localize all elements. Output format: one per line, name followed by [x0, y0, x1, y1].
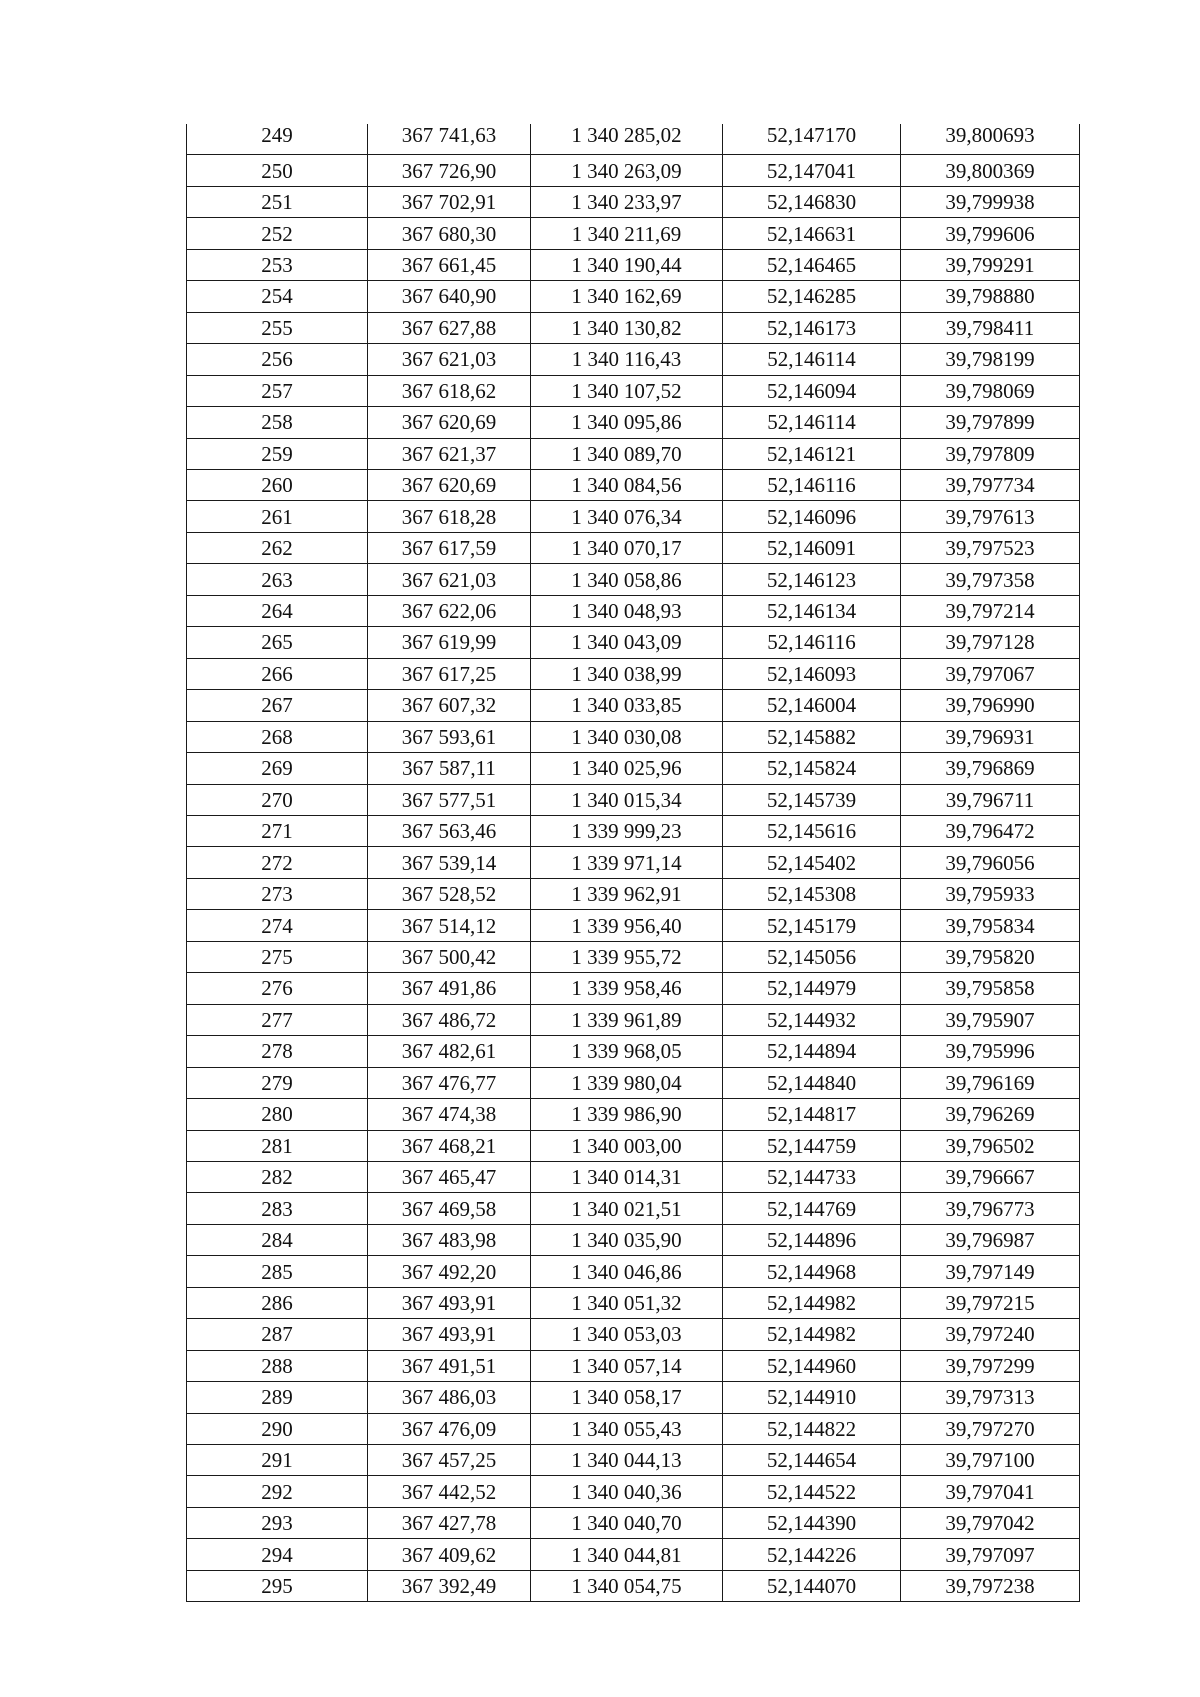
y-coordinate-cell: 1 340 095,86 — [531, 407, 723, 438]
longitude-cell: 39,796773 — [901, 1193, 1080, 1224]
latitude-cell: 52,144733 — [723, 1161, 901, 1192]
longitude-cell: 39,797149 — [901, 1256, 1080, 1287]
point-number-cell: 257 — [187, 375, 368, 406]
x-coordinate-cell: 367 621,37 — [368, 438, 531, 469]
table-row — [187, 1036, 1080, 1067]
y-coordinate-cell: 1 339 956,40 — [531, 910, 723, 941]
point-number-cell: 292 — [187, 1476, 368, 1507]
point-number-cell: 256 — [187, 344, 368, 375]
x-coordinate-cell: 367 486,03 — [368, 1382, 531, 1413]
y-coordinate-cell: 1 340 044,81 — [531, 1539, 723, 1570]
point-number-cell: 294 — [187, 1539, 368, 1570]
latitude-cell: 52,145056 — [723, 941, 901, 972]
x-coordinate-cell: 367 622,06 — [368, 595, 531, 626]
x-coordinate-cell: 367 482,61 — [368, 1036, 531, 1067]
x-coordinate-cell: 367 528,52 — [368, 878, 531, 909]
x-coordinate-cell: 367 702,91 — [368, 186, 531, 217]
latitude-cell: 52,146123 — [723, 564, 901, 595]
point-number-cell: 284 — [187, 1224, 368, 1255]
x-coordinate-cell: 367 587,11 — [368, 753, 531, 784]
point-number-cell: 269 — [187, 753, 368, 784]
latitude-cell: 52,146093 — [723, 658, 901, 689]
y-coordinate-cell: 1 340 107,52 — [531, 375, 723, 406]
table-row — [187, 1319, 1080, 1350]
table-row — [187, 375, 1080, 406]
point-number-cell: 295 — [187, 1570, 368, 1601]
y-coordinate-cell: 1 340 190,44 — [531, 249, 723, 280]
latitude-cell: 52,145824 — [723, 753, 901, 784]
y-coordinate-cell: 1 340 030,08 — [531, 721, 723, 752]
x-coordinate-cell: 367 474,38 — [368, 1099, 531, 1130]
y-coordinate-cell: 1 340 076,34 — [531, 501, 723, 532]
table-row — [187, 1224, 1080, 1255]
point-number-cell: 267 — [187, 690, 368, 721]
y-coordinate-cell: 1 339 958,46 — [531, 973, 723, 1004]
x-coordinate-cell: 367 493,91 — [368, 1319, 531, 1350]
point-number-cell: 290 — [187, 1413, 368, 1444]
longitude-cell: 39,796269 — [901, 1099, 1080, 1130]
x-coordinate-cell: 367 726,90 — [368, 155, 531, 186]
point-number-cell: 258 — [187, 407, 368, 438]
longitude-cell: 39,796869 — [901, 753, 1080, 784]
latitude-cell: 52,146116 — [723, 469, 901, 500]
point-number-cell: 273 — [187, 878, 368, 909]
longitude-cell: 39,797215 — [901, 1287, 1080, 1318]
longitude-cell: 39,798411 — [901, 312, 1080, 343]
point-number-cell: 275 — [187, 941, 368, 972]
x-coordinate-cell: 367 392,49 — [368, 1570, 531, 1601]
latitude-cell: 52,144982 — [723, 1287, 901, 1318]
latitude-cell: 52,144932 — [723, 1004, 901, 1035]
x-coordinate-cell: 367 680,30 — [368, 218, 531, 249]
latitude-cell: 52,147041 — [723, 155, 901, 186]
longitude-cell: 39,797238 — [901, 1570, 1080, 1601]
y-coordinate-cell: 1 340 057,14 — [531, 1350, 723, 1381]
point-number-cell: 250 — [187, 155, 368, 186]
x-coordinate-cell: 367 593,61 — [368, 721, 531, 752]
y-coordinate-cell: 1 340 211,69 — [531, 218, 723, 249]
table-row — [187, 407, 1080, 438]
table-row — [187, 1287, 1080, 1318]
coordinates-table — [186, 124, 1080, 1602]
y-coordinate-cell: 1 340 044,13 — [531, 1445, 723, 1476]
y-coordinate-cell: 1 340 025,96 — [531, 753, 723, 784]
x-coordinate-cell: 367 563,46 — [368, 815, 531, 846]
latitude-cell: 52,145179 — [723, 910, 901, 941]
table-row — [187, 1161, 1080, 1192]
y-coordinate-cell: 1 339 961,89 — [531, 1004, 723, 1035]
longitude-cell: 39,797128 — [901, 627, 1080, 658]
y-coordinate-cell: 1 339 999,23 — [531, 815, 723, 846]
y-coordinate-cell: 1 340 015,34 — [531, 784, 723, 815]
table-row — [187, 1193, 1080, 1224]
longitude-cell: 39,796472 — [901, 815, 1080, 846]
latitude-cell: 52,146134 — [723, 595, 901, 626]
y-coordinate-cell: 1 340 058,86 — [531, 564, 723, 595]
longitude-cell: 39,799291 — [901, 249, 1080, 280]
y-coordinate-cell: 1 339 962,91 — [531, 878, 723, 909]
point-number-cell: 264 — [187, 595, 368, 626]
point-number-cell: 285 — [187, 1256, 368, 1287]
point-number-cell: 280 — [187, 1099, 368, 1130]
latitude-cell: 52,146830 — [723, 186, 901, 217]
latitude-cell: 52,146173 — [723, 312, 901, 343]
latitude-cell: 52,144759 — [723, 1130, 901, 1161]
longitude-cell: 39,798199 — [901, 344, 1080, 375]
point-number-cell: 291 — [187, 1445, 368, 1476]
y-coordinate-cell: 1 340 053,03 — [531, 1319, 723, 1350]
table-row — [187, 1445, 1080, 1476]
longitude-cell: 39,800693 — [901, 124, 1080, 155]
point-number-cell: 260 — [187, 469, 368, 500]
longitude-cell: 39,797100 — [901, 1445, 1080, 1476]
table-row — [187, 658, 1080, 689]
table-row — [187, 124, 1080, 155]
longitude-cell: 39,797041 — [901, 1476, 1080, 1507]
table-row — [187, 532, 1080, 563]
y-coordinate-cell: 1 340 035,90 — [531, 1224, 723, 1255]
table-row — [187, 281, 1080, 312]
latitude-cell: 52,146004 — [723, 690, 901, 721]
point-number-cell: 262 — [187, 532, 368, 563]
x-coordinate-cell: 367 539,14 — [368, 847, 531, 878]
point-number-cell: 266 — [187, 658, 368, 689]
latitude-cell: 52,144910 — [723, 1382, 901, 1413]
table-row — [187, 1539, 1080, 1570]
table-row — [187, 1004, 1080, 1035]
x-coordinate-cell: 367 619,99 — [368, 627, 531, 658]
x-coordinate-cell: 367 468,21 — [368, 1130, 531, 1161]
y-coordinate-cell: 1 340 040,36 — [531, 1476, 723, 1507]
latitude-cell: 52,146114 — [723, 344, 901, 375]
y-coordinate-cell: 1 339 968,05 — [531, 1036, 723, 1067]
longitude-cell: 39,797523 — [901, 532, 1080, 563]
y-coordinate-cell: 1 340 048,93 — [531, 595, 723, 626]
x-coordinate-cell: 367 469,58 — [368, 1193, 531, 1224]
table-row — [187, 1256, 1080, 1287]
point-number-cell: 270 — [187, 784, 368, 815]
x-coordinate-cell: 367 492,20 — [368, 1256, 531, 1287]
y-coordinate-cell: 1 340 058,17 — [531, 1382, 723, 1413]
x-coordinate-cell: 367 486,72 — [368, 1004, 531, 1035]
table-row — [187, 1067, 1080, 1098]
x-coordinate-cell: 367 640,90 — [368, 281, 531, 312]
x-coordinate-cell: 367 465,47 — [368, 1161, 531, 1192]
longitude-cell: 39,797067 — [901, 658, 1080, 689]
longitude-cell: 39,797240 — [901, 1319, 1080, 1350]
latitude-cell: 52,146121 — [723, 438, 901, 469]
latitude-cell: 52,144390 — [723, 1507, 901, 1538]
x-coordinate-cell: 367 661,45 — [368, 249, 531, 280]
longitude-cell: 39,797214 — [901, 595, 1080, 626]
latitude-cell: 52,144522 — [723, 1476, 901, 1507]
longitude-cell: 39,798069 — [901, 375, 1080, 406]
point-number-cell: 268 — [187, 721, 368, 752]
x-coordinate-cell: 367 607,32 — [368, 690, 531, 721]
longitude-cell: 39,796987 — [901, 1224, 1080, 1255]
y-coordinate-cell: 1 340 021,51 — [531, 1193, 723, 1224]
table-row — [187, 249, 1080, 280]
table-row — [187, 501, 1080, 532]
latitude-cell: 52,144968 — [723, 1256, 901, 1287]
longitude-cell: 39,798880 — [901, 281, 1080, 312]
table-row — [187, 595, 1080, 626]
longitude-cell: 39,795834 — [901, 910, 1080, 941]
table-row — [187, 941, 1080, 972]
table-row — [187, 721, 1080, 752]
point-number-cell: 252 — [187, 218, 368, 249]
table-row — [187, 753, 1080, 784]
y-coordinate-cell: 1 340 084,56 — [531, 469, 723, 500]
point-number-cell: 277 — [187, 1004, 368, 1035]
point-number-cell: 254 — [187, 281, 368, 312]
table-row — [187, 1413, 1080, 1444]
longitude-cell: 39,796056 — [901, 847, 1080, 878]
y-coordinate-cell: 1 340 014,31 — [531, 1161, 723, 1192]
latitude-cell: 52,144226 — [723, 1539, 901, 1570]
point-number-cell: 274 — [187, 910, 368, 941]
y-coordinate-cell: 1 339 971,14 — [531, 847, 723, 878]
point-number-cell: 279 — [187, 1067, 368, 1098]
latitude-cell: 52,146091 — [723, 532, 901, 563]
x-coordinate-cell: 367 621,03 — [368, 564, 531, 595]
y-coordinate-cell: 1 340 130,82 — [531, 312, 723, 343]
y-coordinate-cell: 1 340 285,02 — [531, 124, 723, 155]
x-coordinate-cell: 367 491,51 — [368, 1350, 531, 1381]
longitude-cell: 39,797613 — [901, 501, 1080, 532]
point-number-cell: 249 — [187, 124, 368, 155]
y-coordinate-cell: 1 340 038,99 — [531, 658, 723, 689]
x-coordinate-cell: 367 476,77 — [368, 1067, 531, 1098]
table-row — [187, 438, 1080, 469]
latitude-cell: 52,144840 — [723, 1067, 901, 1098]
latitude-cell: 52,146285 — [723, 281, 901, 312]
x-coordinate-cell: 367 741,63 — [368, 124, 531, 155]
latitude-cell: 52,144982 — [723, 1319, 901, 1350]
y-coordinate-cell: 1 340 263,09 — [531, 155, 723, 186]
y-coordinate-cell: 1 340 051,32 — [531, 1287, 723, 1318]
table-row — [187, 690, 1080, 721]
longitude-cell: 39,797313 — [901, 1382, 1080, 1413]
table-row — [187, 784, 1080, 815]
longitude-cell: 39,796502 — [901, 1130, 1080, 1161]
y-coordinate-cell: 1 340 070,17 — [531, 532, 723, 563]
point-number-cell: 293 — [187, 1507, 368, 1538]
x-coordinate-cell: 367 617,59 — [368, 532, 531, 563]
longitude-cell: 39,796990 — [901, 690, 1080, 721]
x-coordinate-cell: 367 514,12 — [368, 910, 531, 941]
longitude-cell: 39,797097 — [901, 1539, 1080, 1570]
x-coordinate-cell: 367 483,98 — [368, 1224, 531, 1255]
latitude-cell: 52,145402 — [723, 847, 901, 878]
table-row — [187, 973, 1080, 1004]
latitude-cell: 52,145308 — [723, 878, 901, 909]
point-number-cell: 263 — [187, 564, 368, 595]
longitude-cell: 39,797299 — [901, 1350, 1080, 1381]
table-row — [187, 627, 1080, 658]
y-coordinate-cell: 1 340 054,75 — [531, 1570, 723, 1601]
y-coordinate-cell: 1 339 955,72 — [531, 941, 723, 972]
y-coordinate-cell: 1 339 986,90 — [531, 1099, 723, 1130]
point-number-cell: 259 — [187, 438, 368, 469]
longitude-cell: 39,797809 — [901, 438, 1080, 469]
longitude-cell: 39,800369 — [901, 155, 1080, 186]
latitude-cell: 52,144654 — [723, 1445, 901, 1476]
x-coordinate-cell: 367 618,62 — [368, 375, 531, 406]
latitude-cell: 52,146631 — [723, 218, 901, 249]
latitude-cell: 52,144070 — [723, 1570, 901, 1601]
table-row — [187, 564, 1080, 595]
longitude-cell: 39,796667 — [901, 1161, 1080, 1192]
table-row — [187, 1130, 1080, 1161]
point-number-cell: 287 — [187, 1319, 368, 1350]
table-row — [187, 312, 1080, 343]
y-coordinate-cell: 1 340 162,69 — [531, 281, 723, 312]
table-row — [187, 878, 1080, 909]
y-coordinate-cell: 1 340 116,43 — [531, 344, 723, 375]
table-row — [187, 1476, 1080, 1507]
longitude-cell: 39,796711 — [901, 784, 1080, 815]
x-coordinate-cell: 367 491,86 — [368, 973, 531, 1004]
longitude-cell: 39,799606 — [901, 218, 1080, 249]
x-coordinate-cell: 367 493,91 — [368, 1287, 531, 1318]
x-coordinate-cell: 367 621,03 — [368, 344, 531, 375]
table-row — [187, 1507, 1080, 1538]
y-coordinate-cell: 1 340 089,70 — [531, 438, 723, 469]
longitude-cell: 39,795933 — [901, 878, 1080, 909]
table-row — [187, 847, 1080, 878]
point-number-cell: 261 — [187, 501, 368, 532]
y-coordinate-cell: 1 340 043,09 — [531, 627, 723, 658]
longitude-cell: 39,797358 — [901, 564, 1080, 595]
x-coordinate-cell: 367 442,52 — [368, 1476, 531, 1507]
latitude-cell: 52,146465 — [723, 249, 901, 280]
table-row — [187, 1350, 1080, 1381]
point-number-cell: 251 — [187, 186, 368, 217]
point-number-cell: 286 — [187, 1287, 368, 1318]
table-row — [187, 1099, 1080, 1130]
point-number-cell: 283 — [187, 1193, 368, 1224]
latitude-cell: 52,144822 — [723, 1413, 901, 1444]
x-coordinate-cell: 367 617,25 — [368, 658, 531, 689]
longitude-cell: 39,795996 — [901, 1036, 1080, 1067]
latitude-cell: 52,144894 — [723, 1036, 901, 1067]
y-coordinate-cell: 1 340 233,97 — [531, 186, 723, 217]
latitude-cell: 52,147170 — [723, 124, 901, 155]
point-number-cell: 272 — [187, 847, 368, 878]
latitude-cell: 52,144769 — [723, 1193, 901, 1224]
x-coordinate-cell: 367 620,69 — [368, 407, 531, 438]
longitude-cell: 39,799938 — [901, 186, 1080, 217]
y-coordinate-cell: 1 340 055,43 — [531, 1413, 723, 1444]
longitude-cell: 39,795820 — [901, 941, 1080, 972]
longitude-cell: 39,796931 — [901, 721, 1080, 752]
table-row — [187, 815, 1080, 846]
latitude-cell: 52,146096 — [723, 501, 901, 532]
x-coordinate-cell: 367 620,69 — [368, 469, 531, 500]
x-coordinate-cell: 367 500,42 — [368, 941, 531, 972]
point-number-cell: 271 — [187, 815, 368, 846]
longitude-cell: 39,795858 — [901, 973, 1080, 1004]
latitude-cell: 52,144979 — [723, 973, 901, 1004]
x-coordinate-cell: 367 409,62 — [368, 1539, 531, 1570]
longitude-cell: 39,797734 — [901, 469, 1080, 500]
y-coordinate-cell: 1 340 003,00 — [531, 1130, 723, 1161]
table-row — [187, 218, 1080, 249]
x-coordinate-cell: 367 618,28 — [368, 501, 531, 532]
latitude-cell: 52,145616 — [723, 815, 901, 846]
y-coordinate-cell: 1 340 046,86 — [531, 1256, 723, 1287]
table-row — [187, 469, 1080, 500]
table-row — [187, 1570, 1080, 1601]
table-row — [187, 155, 1080, 186]
latitude-cell: 52,146094 — [723, 375, 901, 406]
point-number-cell: 253 — [187, 249, 368, 280]
y-coordinate-cell: 1 340 033,85 — [531, 690, 723, 721]
longitude-cell: 39,796169 — [901, 1067, 1080, 1098]
table-row — [187, 344, 1080, 375]
longitude-cell: 39,797899 — [901, 407, 1080, 438]
latitude-cell: 52,145739 — [723, 784, 901, 815]
x-coordinate-cell: 367 476,09 — [368, 1413, 531, 1444]
x-coordinate-cell: 367 457,25 — [368, 1445, 531, 1476]
longitude-cell: 39,797270 — [901, 1413, 1080, 1444]
table-row — [187, 186, 1080, 217]
point-number-cell: 288 — [187, 1350, 368, 1381]
table-row — [187, 910, 1080, 941]
point-number-cell: 276 — [187, 973, 368, 1004]
point-number-cell: 282 — [187, 1161, 368, 1192]
y-coordinate-cell: 1 340 040,70 — [531, 1507, 723, 1538]
point-number-cell: 265 — [187, 627, 368, 658]
longitude-cell: 39,797042 — [901, 1507, 1080, 1538]
point-number-cell: 281 — [187, 1130, 368, 1161]
point-number-cell: 255 — [187, 312, 368, 343]
latitude-cell: 52,146114 — [723, 407, 901, 438]
latitude-cell: 52,146116 — [723, 627, 901, 658]
longitude-cell: 39,795907 — [901, 1004, 1080, 1035]
x-coordinate-cell: 367 577,51 — [368, 784, 531, 815]
y-coordinate-cell: 1 339 980,04 — [531, 1067, 723, 1098]
latitude-cell: 52,144896 — [723, 1224, 901, 1255]
point-number-cell: 278 — [187, 1036, 368, 1067]
coordinates-table-body — [187, 124, 1080, 1602]
x-coordinate-cell: 367 627,88 — [368, 312, 531, 343]
x-coordinate-cell: 367 427,78 — [368, 1507, 531, 1538]
table-row — [187, 1382, 1080, 1413]
latitude-cell: 52,144817 — [723, 1099, 901, 1130]
point-number-cell: 289 — [187, 1382, 368, 1413]
latitude-cell: 52,145882 — [723, 721, 901, 752]
latitude-cell: 52,144960 — [723, 1350, 901, 1381]
